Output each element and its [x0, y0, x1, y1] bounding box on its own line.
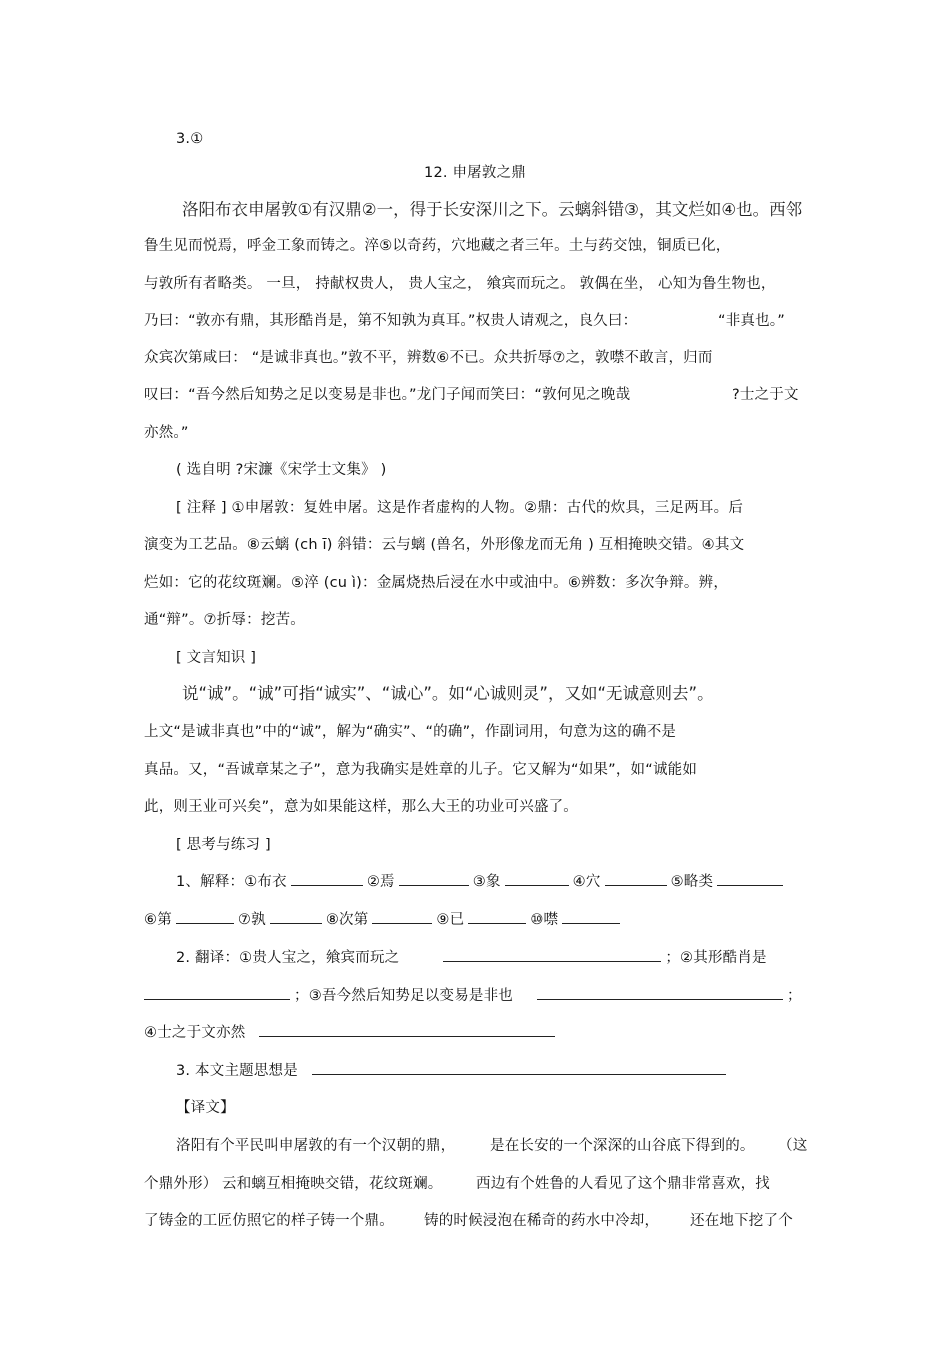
question-1-row-2: [144, 910, 624, 930]
answer-blank[interactable]: [259, 1023, 555, 1037]
answer-blank[interactable]: [505, 872, 569, 886]
note-line: 烂如：它的花纹斑斓。⑤淬 (cu ì)：金属烧热后浸在水中或油中。⑥辨数：多次争辩。辨，: [144, 575, 729, 591]
translate-item: ；③吾今然后知势足以变易是非也: [294, 988, 513, 1004]
translation-line: 云和螭互相掩映交错，花纹斑斓。: [222, 1176, 443, 1192]
answer-blank[interactable]: [717, 872, 783, 886]
knowledge-line: 真品。又，“吾诚章某之子”，意为我确实是姓章的儿子。它又解为“如果”，如“诚能如: [144, 762, 698, 778]
answer-blank[interactable]: [176, 910, 234, 924]
exercise-header: [ 思考与练习 ]: [176, 837, 271, 853]
page-title: 12. 申屠敦之鼎: [424, 165, 526, 181]
answer-blank[interactable]: [468, 910, 526, 924]
translation-line: 是在长安的一个深深的山谷底下得到的。: [490, 1138, 755, 1154]
passage-line: 亦然。”: [144, 425, 189, 441]
note-line: [ 注释 ] ①申屠敦：复姓申屠。这是作者虚构的人物。②鼎：古代的炊具，三足两耳。后: [176, 500, 744, 516]
header-number: 3.①: [176, 131, 204, 147]
punctuation: ；: [787, 988, 802, 1004]
answer-blank[interactable]: [270, 910, 322, 924]
passage-line: ?士之于文: [732, 387, 799, 403]
translation-line: 还在地下挖了个: [690, 1213, 793, 1229]
passage-line: 众宾次第咸曰： “是诚非真也。”敦不平，辨数⑥不已。众共折辱⑦之，敦噤不敢言，归而: [144, 350, 713, 366]
answer-blank[interactable]: [443, 948, 661, 962]
question-2-line-1: [176, 948, 767, 968]
term: ⑦孰: [237, 912, 266, 928]
translation-line: 个鼎外形）: [144, 1176, 218, 1192]
question-1-row-1: [176, 872, 787, 892]
translation-line: （这: [778, 1138, 808, 1154]
knowledge-header: [ 文言知识 ]: [176, 650, 257, 666]
term: ⑨已: [436, 912, 465, 928]
translation-line: 了铸金的工匠仿照它的样子铸一个鼎。: [144, 1213, 394, 1229]
answer-blank[interactable]: [144, 986, 290, 1000]
answer-blank[interactable]: [372, 910, 432, 924]
question-label: 2. 翻译：: [176, 950, 240, 966]
answer-blank[interactable]: [312, 1061, 726, 1075]
question-label: 1、解释：: [176, 874, 245, 890]
passage-line: 叹曰：“吾今然后知势之足以变易是非也。”龙门子闻而笑曰：“敦何见之晚哉: [144, 387, 631, 403]
question-2-line-3: [144, 1023, 559, 1043]
note-line: 演变为工艺品。⑧云螭 (ch ī) 斜错：云与螭 (兽名，外形像龙而无角 ) 互相掩映交错。④其文: [144, 537, 745, 553]
translate-item: ④士之于文亦然: [144, 1025, 246, 1041]
answer-blank[interactable]: [562, 910, 620, 924]
passage-line: 洛阳布衣申屠敦①有汉鼎②一，得于长安深川之下。云螭斜错③，其文烂如④也。西邻: [182, 200, 803, 219]
term: ①布衣: [244, 874, 287, 890]
question-label: 3. 本文主题思想是: [176, 1063, 298, 1079]
question-3: [176, 1061, 730, 1081]
knowledge-line: 上文“是诚非真也”中的“诚”，解为“确实”、“的确”，作副词用，句意为这的确不是: [144, 724, 677, 740]
passage-line: 乃曰：“敦亦有鼎，其形酷肖是，第不知孰为真耳。”权贵人请观之，良久曰：: [144, 313, 638, 329]
answer-blank[interactable]: [605, 872, 667, 886]
passage-line: 鲁生见而悦焉，呼金工象而铸之。淬⑤以奇药，穴地藏之者三年。土与药交蚀，铜质已化，: [144, 238, 731, 254]
answer-blank[interactable]: [399, 872, 469, 886]
translation-header: 【译文】: [176, 1100, 235, 1116]
knowledge-line: 此，则王业可兴矣”，意为如果能这样，那么大王的功业可兴盛了。: [144, 799, 579, 815]
term: ②焉: [366, 874, 395, 890]
translate-item: ；②其形酷肖是: [665, 950, 767, 966]
term: ⑩噤: [530, 912, 559, 928]
translate-item: ①贵人宝之，飨宾而玩之: [239, 950, 400, 966]
translation-line: 西边有个姓鲁的人看见了这个鼎非常喜欢，找: [476, 1176, 770, 1192]
answer-blank[interactable]: [291, 872, 363, 886]
note-line: 通“辩”。⑦折辱：挖苦。: [144, 612, 305, 628]
term: ⑧次第: [325, 912, 369, 928]
term: ③象: [472, 874, 501, 890]
term: ⑤略类: [670, 874, 714, 890]
knowledge-line: 说“诚”。“诚”可指“诚实”、“诚心”。如“心诚则灵”，又如“无诚意则去”。: [182, 684, 714, 703]
source-citation: ( 选自明 ?宋濂《宋学士文集》 ): [176, 462, 387, 478]
passage-line: “非真也。”: [718, 313, 785, 329]
question-2-line-2: [144, 986, 802, 1006]
translation-line: 铸的时候浸泡在稀奇的药水中冷却，: [424, 1213, 660, 1229]
answer-blank[interactable]: [537, 986, 783, 1000]
term: ⑥第: [144, 912, 172, 928]
translation-line: 洛阳有个平民叫申屠敦的有一个汉朝的鼎，: [176, 1138, 456, 1154]
term: ④穴: [572, 874, 601, 890]
passage-line: 与敦所有者略类。 一旦， 持献权贵人， 贵人宝之， 飨宾而玩之。 敦偶在坐， 心知为鲁生物也，: [144, 276, 776, 292]
